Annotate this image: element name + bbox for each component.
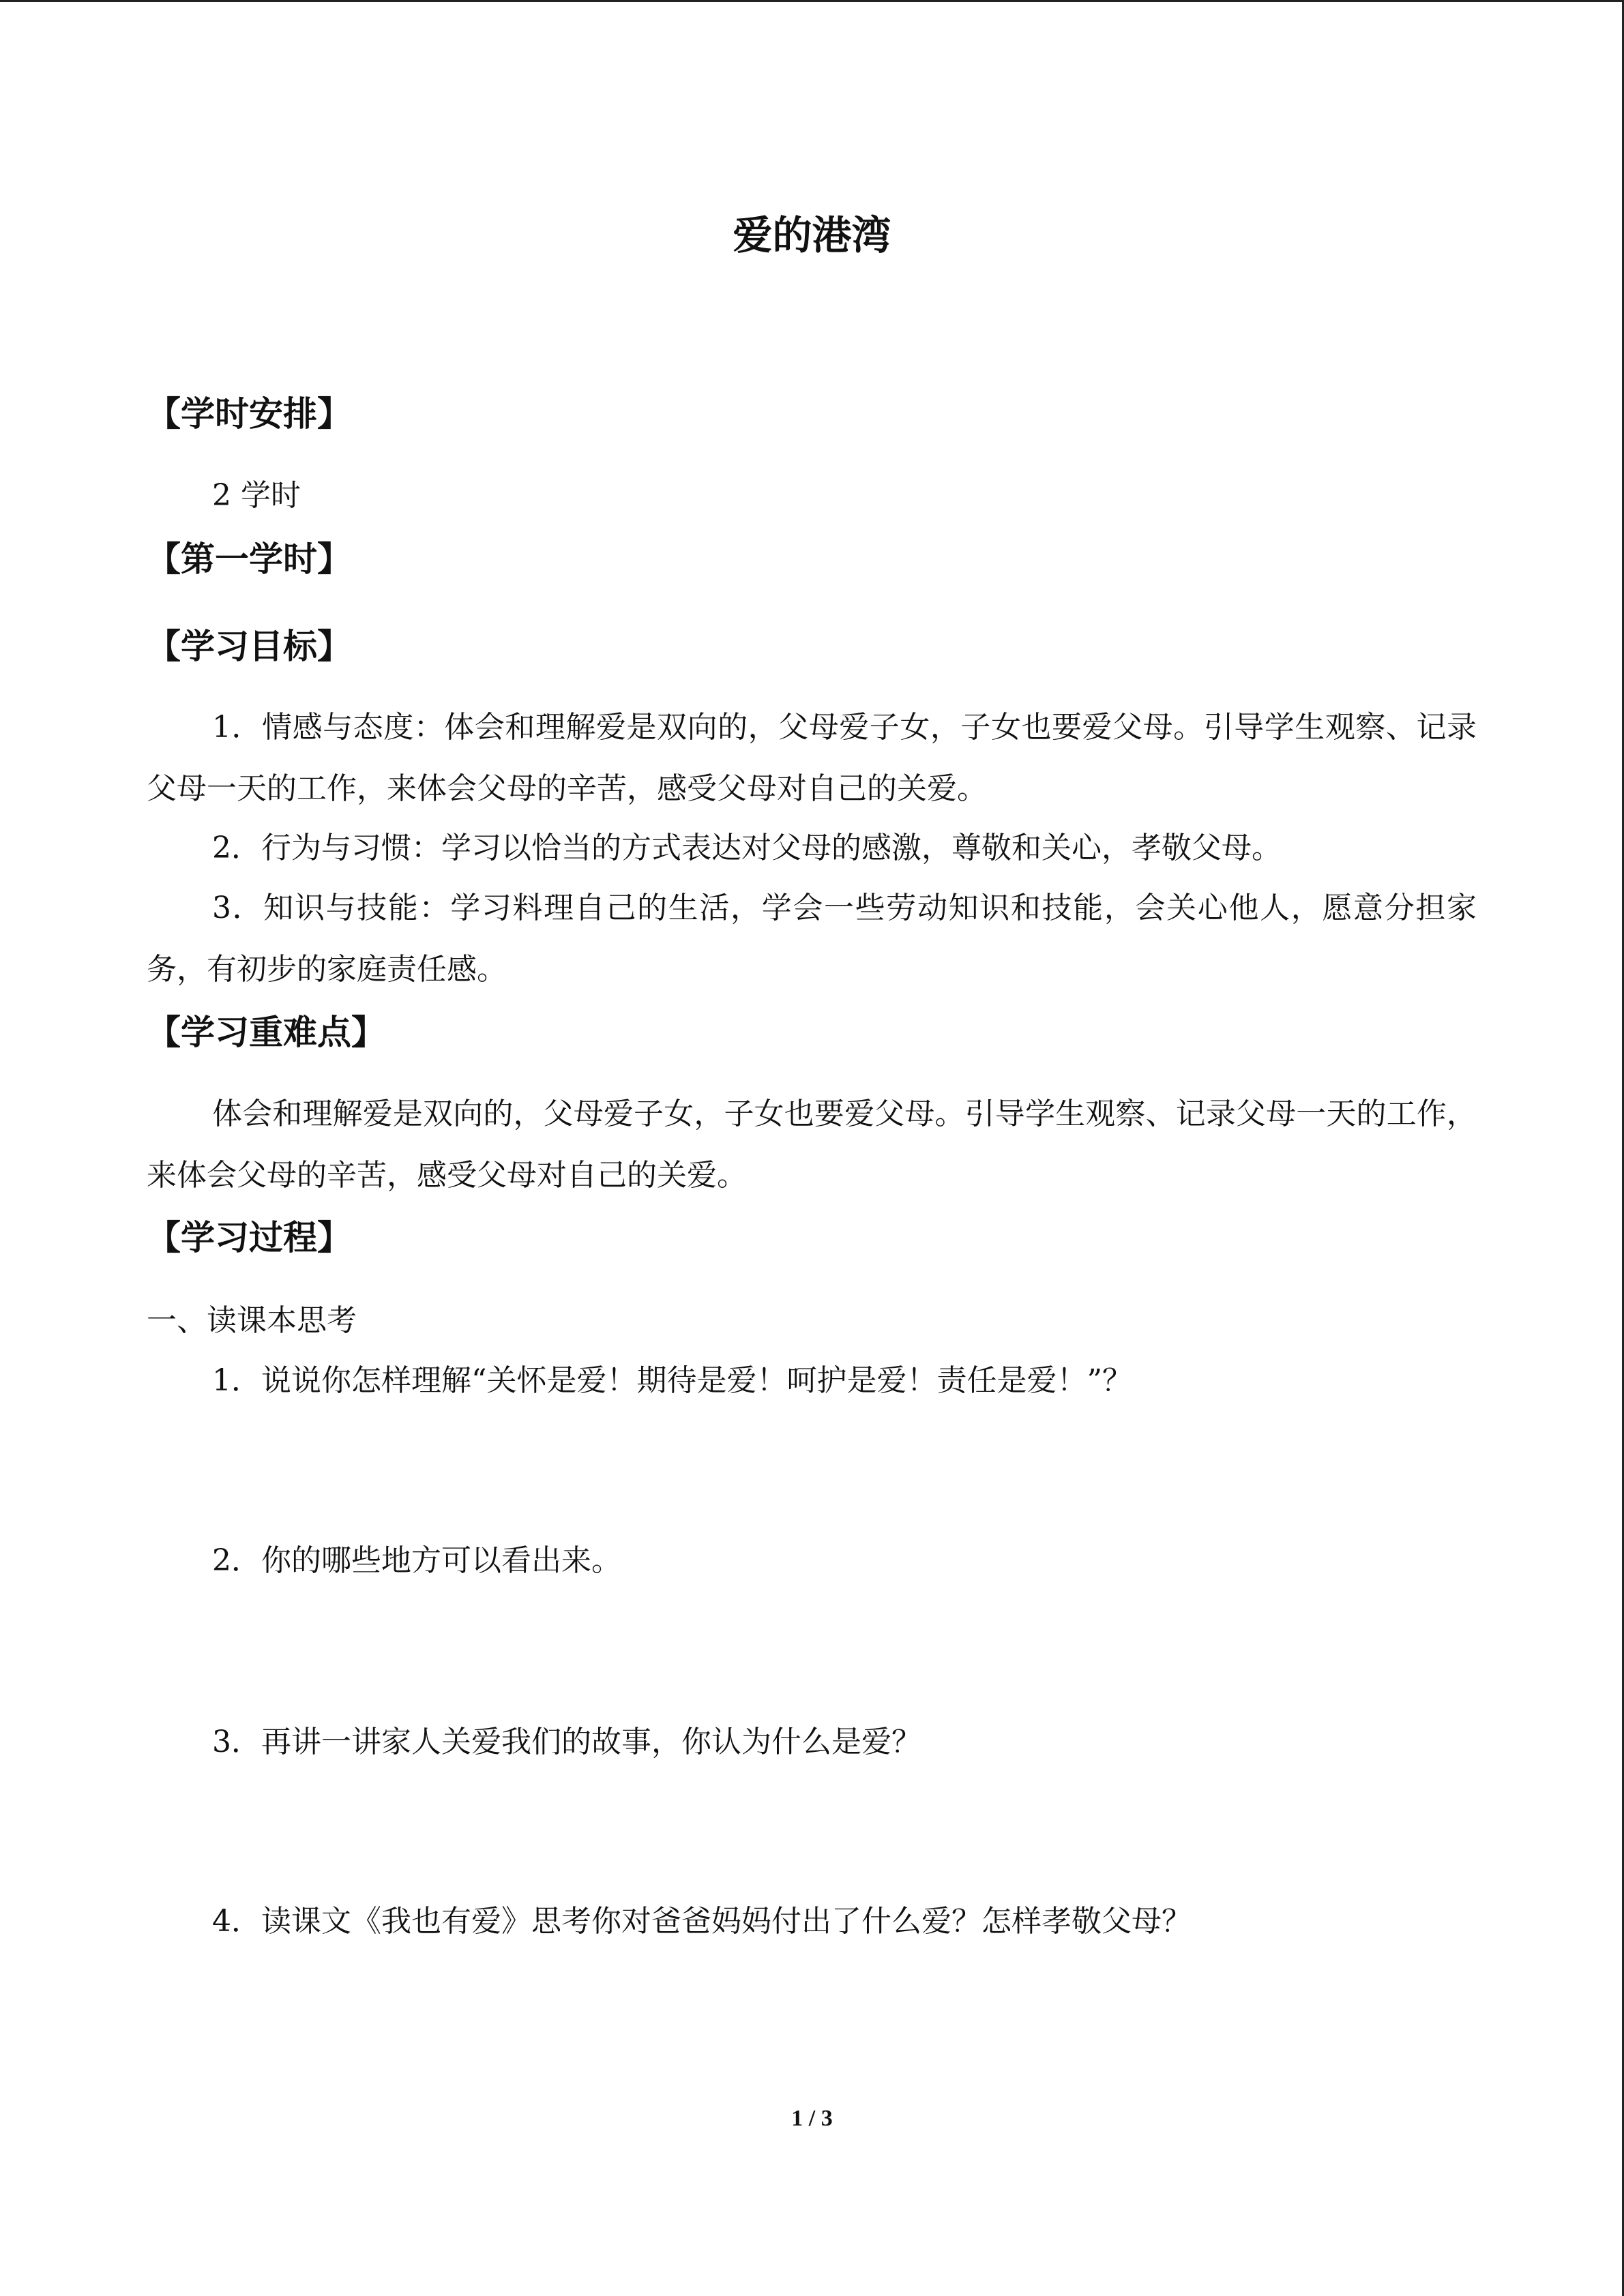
schedule-heading: 【学时安排】 bbox=[147, 394, 351, 434]
question-4: 4．读课文《我也有爱》思考你对爸爸妈妈付出了什么爱？怎样孝敬父母？ bbox=[212, 1904, 1192, 1939]
key-points-text: 体会和理解爱是双向的，父母爱子女，子女也要爱父母。引导学生观察、记录父母一天的工作，来体会父母的辛苦，感受父母对自己的关爱。 bbox=[147, 1097, 1477, 1193]
first-lesson-heading: 【第一学时】 bbox=[147, 539, 351, 579]
question-3: 3．再讲一讲家人关爱我们的故事，你认为什么是爱？ bbox=[212, 1725, 921, 1759]
objective-item-3: 3．知识与技能：学习料理自己的生活，学会一些劳动知识和技能，会关心他人，愿意分担家务，有初步的家庭责任感。 bbox=[147, 891, 1477, 987]
page-top-border bbox=[0, 0, 1624, 2]
process-subheading: 一、读课本思考 bbox=[147, 1303, 357, 1338]
objective-item-2: 2．行为与习惯：学习以恰当的方式表达对父母的感激，尊敬和关心，孝敬父母。 bbox=[212, 831, 1282, 865]
schedule-text: 2 学时 bbox=[212, 478, 301, 513]
key-points-heading: 【学习重难点】 bbox=[147, 1013, 385, 1052]
question-1: 1．说说你怎样理解“关怀是爱！期待是爱！呵护是爱！责任是爱！”？ bbox=[212, 1363, 1132, 1398]
process-heading: 【学习过程】 bbox=[147, 1218, 351, 1257]
page-number: 1 / 3 bbox=[791, 2106, 833, 2131]
page-title: 爱的港湾 bbox=[733, 212, 891, 258]
objective-item-1: 1．情感与态度：体会和理解爱是双向的，父母爱子女，子女也要爱父母。引导学生观察、记录父母一天的工作，来体会父母的辛苦，感受父母对自己的关爱。 bbox=[147, 710, 1477, 806]
question-2: 2．你的哪些地方可以看出来。 bbox=[212, 1543, 621, 1578]
objectives-heading: 【学习目标】 bbox=[147, 627, 351, 666]
